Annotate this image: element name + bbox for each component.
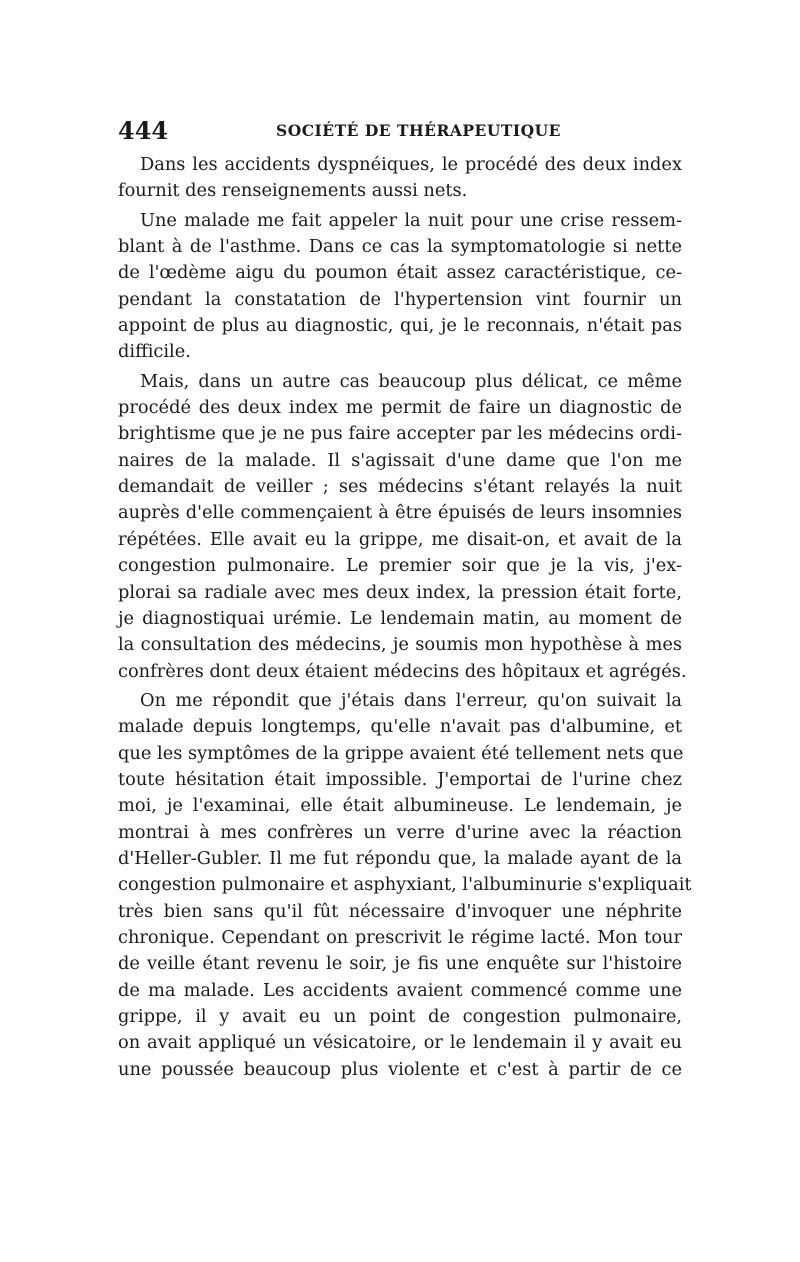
text-line: on avait appliqué un vésicatoire, or le lendemain il y avait eu <box>118 1032 682 1054</box>
text-line: de l'œdème aigu du poumon était assez caractéristique, ce- <box>118 262 682 284</box>
text-line: difficile. <box>118 341 191 363</box>
text-line: auprès d'elle commençaient à être épuisés de leurs insomnies <box>118 502 682 524</box>
text-line: de ma malade. Les accidents avaient commencé comme une <box>118 979 682 1001</box>
text-line: brightisme que je ne pus faire accepter par les médecins ordi- <box>118 423 682 445</box>
text-line: montrai à mes confrères un verre d'urine avec la réaction <box>118 821 682 843</box>
text-line: grippe, il y avait eu un point de congestion pulmonaire, <box>118 1006 682 1027</box>
text-line: Une malade me fait appeler la nuit pour une crise ressem- <box>140 209 682 231</box>
text-line: malade depuis longtemps, qu'elle n'avait pas d'albumine, et <box>118 716 682 738</box>
text-line: congestion pulmonaire. Le premier soir que je la vis, j'ex- <box>118 555 682 577</box>
text-line: blant à de l'asthme. Dans ce cas la symptomatologie si nette <box>118 236 682 258</box>
text-line: toute hésitation était impossible. J'emportai de l'urine chez <box>118 768 682 790</box>
text-line: je diagnostiquai urémie. Le lendemain matin, au moment de <box>118 607 682 629</box>
body-text <box>118 152 692 1086</box>
text-line: appoint de plus au diagnostic, qui, je le reconnais, n'était pas <box>118 315 682 337</box>
page-number: 444 <box>118 116 169 145</box>
text-line: très bien sans qu'il fût nécessaire d'invoquer une néphrite <box>118 900 682 922</box>
text-line: chronique. Cependant on prescrivit le régime lacté. Mon tour <box>118 926 682 948</box>
paragraph-brightism <box>118 369 687 685</box>
text-line: répétées. Elle avait eu la grippe, me disait-on, et avait de la <box>118 528 682 550</box>
text-line: fournit des renseignements aussi nets. <box>118 180 468 202</box>
text-line: pendant la constatation de l'hypertension vint fournir un <box>118 288 682 310</box>
text-line: procédé des deux index me permit de faire un diagnostic de <box>118 397 682 419</box>
paragraph-asthma <box>118 208 682 366</box>
text-line: de veille étant revenu le soir, je fis une enquête sur l'histoire <box>118 953 682 975</box>
text-line: que les symptômes de la grippe avaient été tellement nets que <box>118 742 684 764</box>
text-line: moi, je l'examinai, elle était albumineuse. Le lendemain, je <box>118 795 682 817</box>
text-line: Dans les accidents dyspnéiques, le procédé des deux index <box>140 154 682 175</box>
paragraph-dyspnea <box>118 152 682 205</box>
text-line: confrères dont deux étaient médecins des hôpitaux et agrégés. <box>118 660 687 682</box>
text-line: congestion pulmonaire et asphyxiant, l'albuminurie s'expliquait <box>118 874 692 896</box>
text-line: une poussée beaucoup plus violente et c'est à partir de ce <box>118 1058 682 1080</box>
text-line: demandait de veiller ; ses médecins s'étant relayés la nuit <box>118 476 682 498</box>
journal-title: SOCIÉTÉ DE THÉRAPEUTIQUE <box>276 121 561 140</box>
running-head <box>118 116 682 146</box>
text-line: Mais, dans un autre cas beaucoup plus délicat, ce même <box>140 370 682 392</box>
text-line: plorai sa radiale avec mes deux index, la pression était forte, <box>118 581 682 603</box>
text-line: naires de la malade. Il s'agissait d'une dame que l'on me <box>118 449 682 471</box>
text-line: la consultation des médecins, je soumis mon hypothèse à mes <box>118 634 682 656</box>
text-line: On me répondit que j'étais dans l'erreur, qu'on suivait la <box>140 689 682 711</box>
text-line: d'Heller-Gubler. Il me fut répondu que, la malade ayant de la <box>118 847 682 869</box>
paragraph-albumin <box>118 688 692 1083</box>
